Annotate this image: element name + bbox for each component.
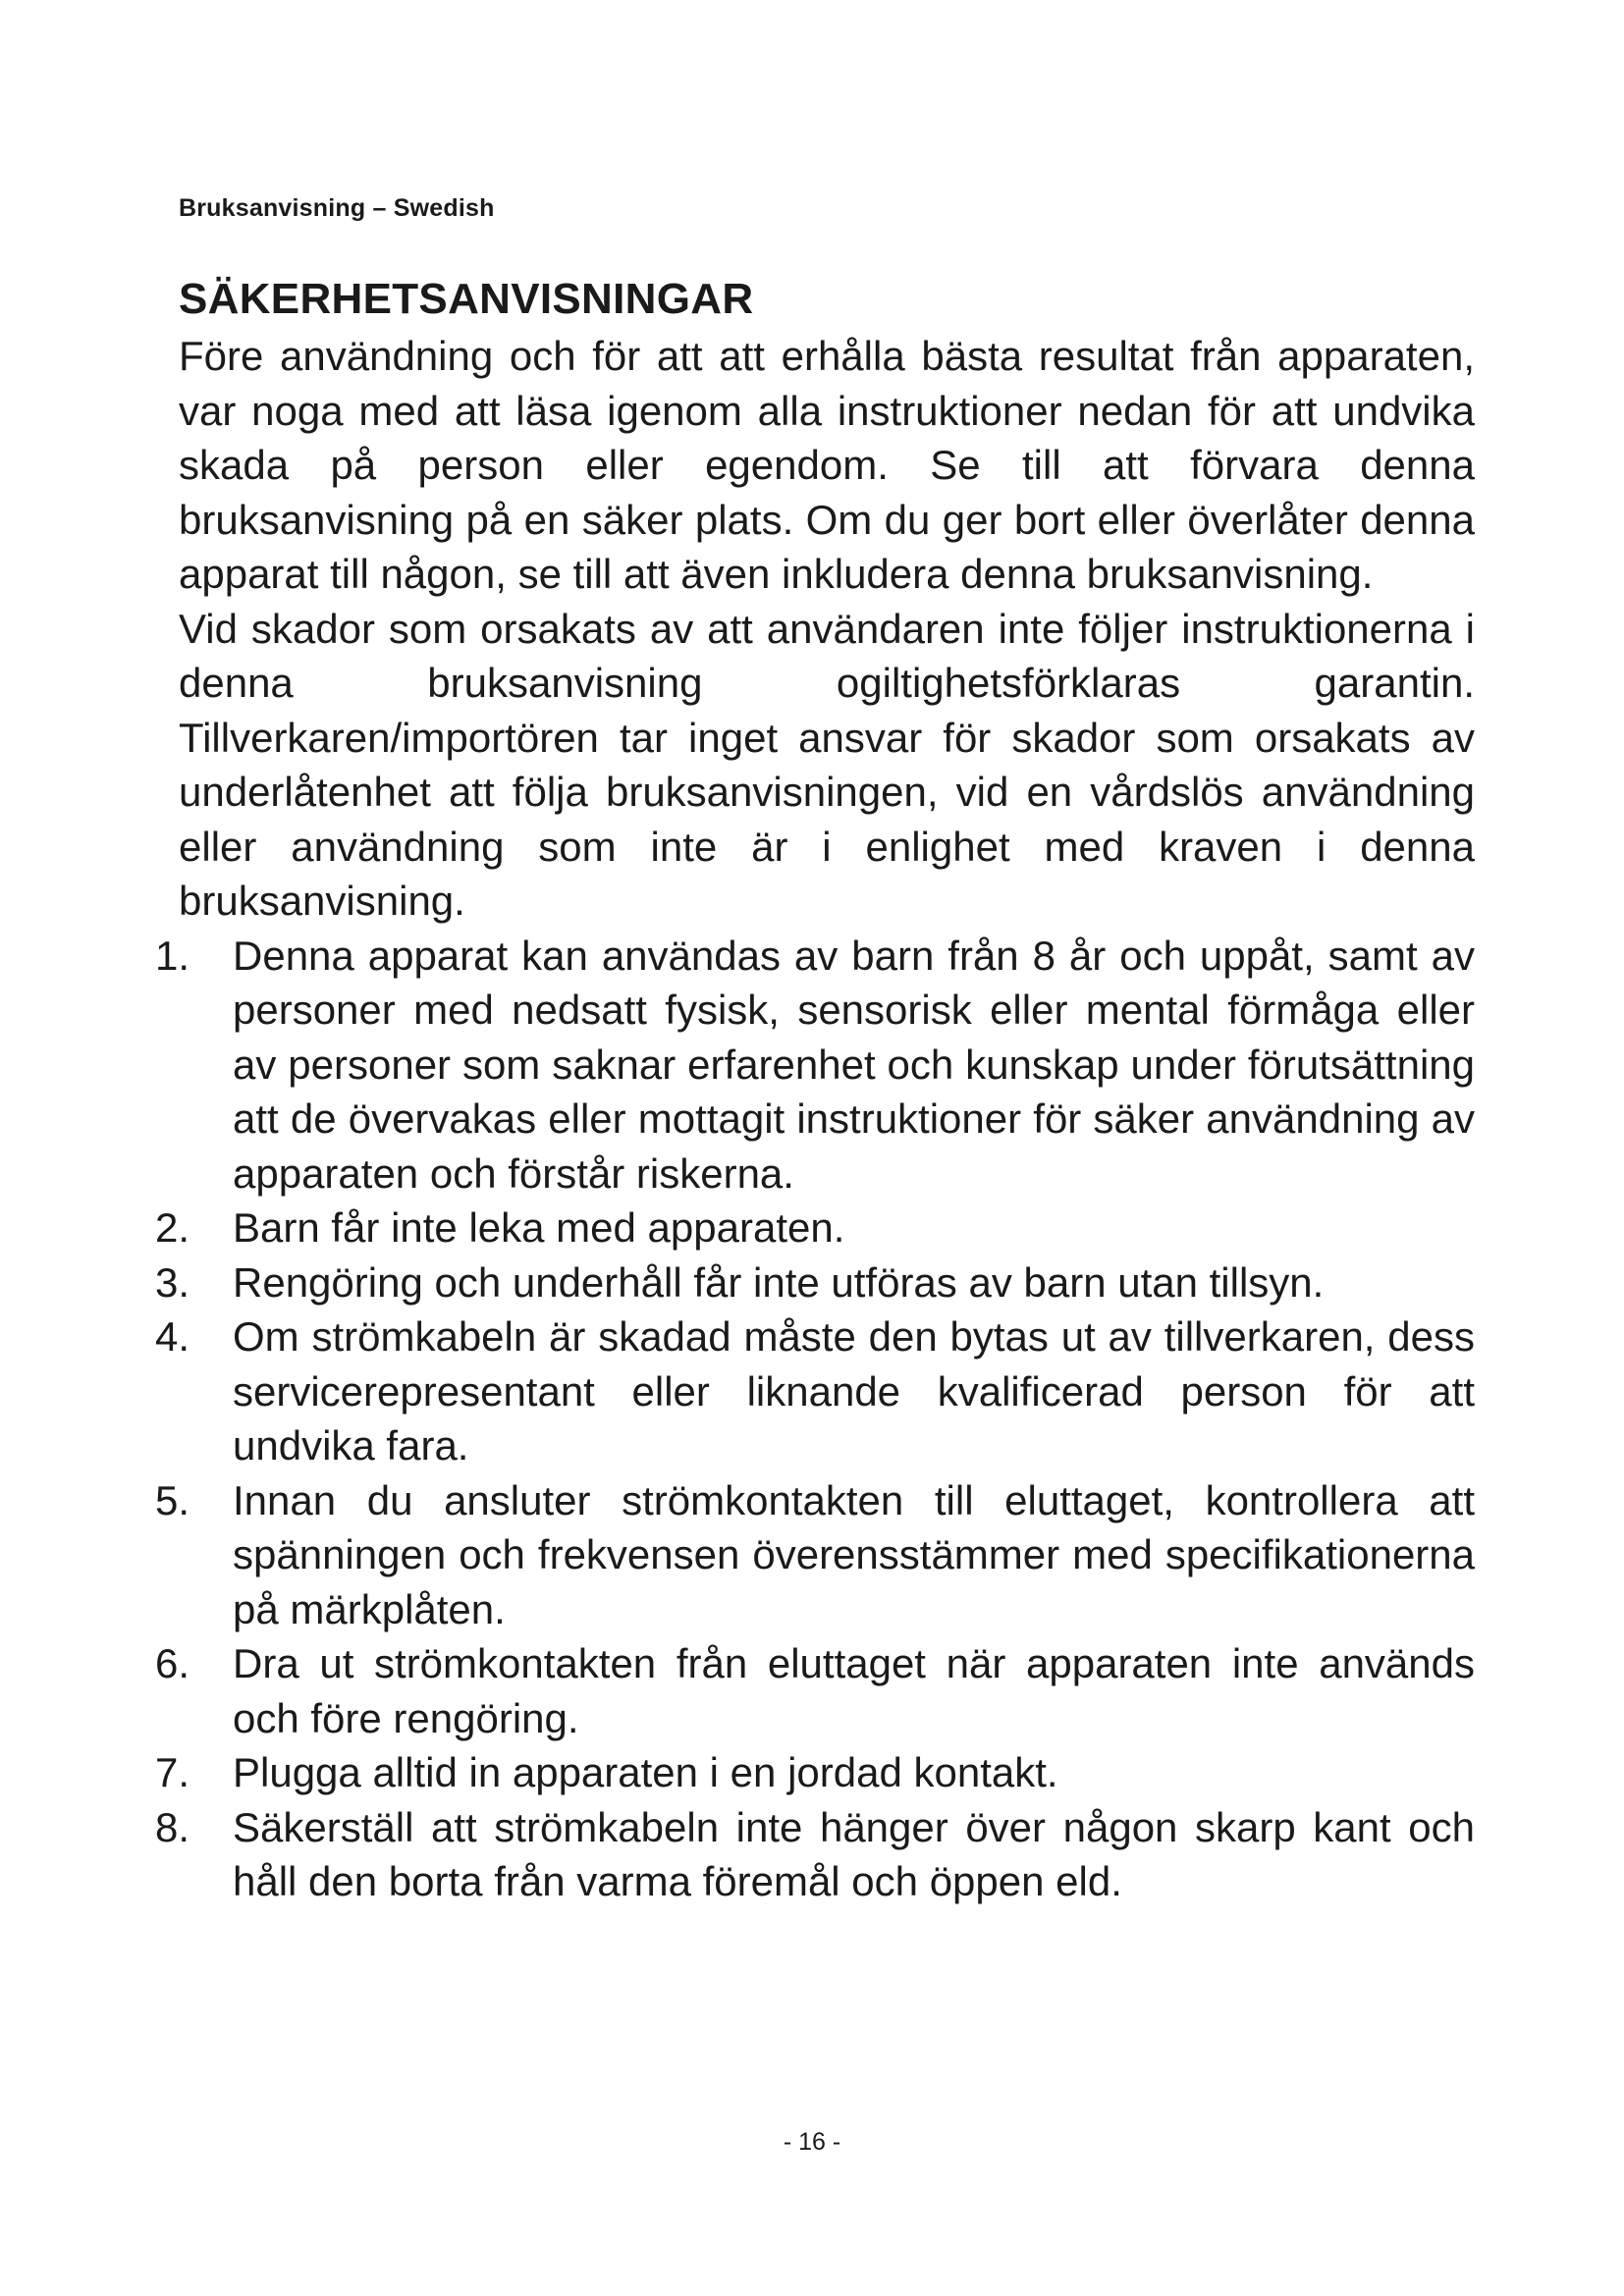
list-item-text: Dra ut strömkontakten från eluttaget när apparaten inte används och före rengöring. [233,1640,1475,1741]
list-item [155,1800,1475,1909]
list-item-number: 8. [155,1803,190,1850]
warranty-paragraph: Vid skador som orsakats av att användaren inte följer instruktionerna i denna bruksanvisning ogiltighetsförklaras garantin. Tillverkaren/importören tar inget ansvar för skador som orsakats av underlåtenhet att följa bruksanvisningen, vid en vårdslös användning eller användning som inte är i enlighet med kraven i denna bruksanvisning. [179,605,1475,924]
list-item-number: 1. [155,932,190,979]
list-item [155,929,1475,1201]
running-header: Bruksanvisning – Swedish [179,194,495,222]
list-item-number: 7. [155,1749,190,1795]
list-item [155,1473,1475,1637]
list-item-number: 2. [155,1204,190,1251]
list-item-number: 3. [155,1258,190,1306]
list-item-text: Om strömkabeln är skadad måste den bytas ut av tillverkaren, dess servicerepresentant eller liknande kvalificerad person för att undvika fara. [233,1313,1475,1468]
list-item-text: Rengöring och underhåll får inte utföras av barn utan tillsyn. [233,1258,1325,1306]
list-item [155,1309,1475,1473]
list-item-text: Plugga alltid in apparaten i en jordad kontakt. [233,1749,1058,1795]
list-item-text: Barn får inte leka med apparaten. [233,1204,845,1251]
list-item-text: Innan du ansluter strömkontakten till eluttaget, kontrollera att spänningen och frekvensen överensstämmer med specifikationerna på märkplåten. [233,1476,1475,1632]
page-number: - 16 - [783,2128,841,2156]
list-item-number: 6. [155,1640,190,1686]
list-item-number: 5. [155,1476,190,1523]
intro-paragraph: Före användning och för att att erhålla bästa resultat från apparaten, var noga med att läsa igenom alla instruktioner nedan för att undvika skada på person eller egendom. Se till att förvara denna bruksanvisning på en säker plats. Om du ger bort eller överlåter denna apparat till någon, se till att även inkludera denna bruksanvisning. [179,333,1475,597]
list-item [155,1745,1475,1800]
list-item [155,1255,1475,1310]
safety-section [155,270,1475,1909]
safety-rules-list [155,929,1475,1909]
list-item-text: Säkerställ att strömkabeln inte hänger över någon skarp kant och håll den borta från varma föremål och öppen eld. [233,1803,1475,1904]
section-title: SÄKERHETSANVISNINGAR [179,275,754,323]
list-item [155,1636,1475,1745]
list-item-number: 4. [155,1313,190,1360]
list-item-text: Denna apparat kan användas av barn från 8 år och uppåt, samt av personer med nedsatt fysisk, sensorisk eller mental förmåga eller av personer som saknar erfarenhet och kunskap under förutsättning att de övervakas eller mottagit instruktioner för säker användning av apparaten och förstår riskerna. [233,932,1475,1197]
list-item [155,1201,1475,1255]
